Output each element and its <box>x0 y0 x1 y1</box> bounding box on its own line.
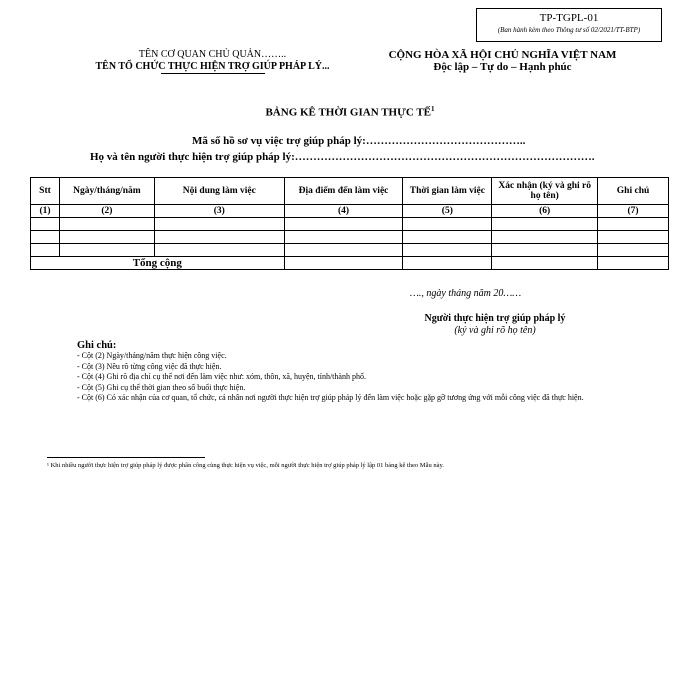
notes-section <box>77 340 677 404</box>
table-cell[interactable] <box>403 231 492 244</box>
date-line: …., ngày tháng năm 20…… <box>410 288 522 299</box>
header-stt: Stt <box>31 178 60 205</box>
note-item: - Cột (5) Ghi cụ thể thời gian theo số buổi thực hiện. <box>77 382 246 392</box>
total-label: Tổng cộng <box>31 257 285 270</box>
table-row <box>31 244 669 257</box>
signer-title: Người thực hiện trợ giúp pháp lý <box>424 313 566 324</box>
form-code-box <box>476 8 662 42</box>
column-number: (2) <box>59 205 154 218</box>
title-text: BẢNG KÊ THỜI GIAN THỰC TẾ <box>265 106 432 119</box>
table-cell[interactable] <box>598 257 669 270</box>
table-cell[interactable] <box>598 231 669 244</box>
case-code-field: Mã số hồ sơ vụ việc trợ giúp pháp lý:…………………………………….. <box>192 135 526 147</box>
table-cell[interactable] <box>598 218 669 231</box>
table-cell[interactable] <box>154 244 284 257</box>
footnote-divider <box>47 457 205 458</box>
time-log-table <box>30 177 669 270</box>
document-title <box>0 105 700 119</box>
title-footnote-mark: 1 <box>431 105 435 113</box>
note-item: - Cột (2) Ngày/tháng/năm thực hiện công việc. <box>77 351 227 360</box>
column-number: (3) <box>154 205 284 218</box>
footnote-text: ¹ Khi nhiều người thực hiện trợ giúp pháp lý được phân công cùng thực hiện vụ việc, mỗi người thực hiện trợ giúp pháp lý lập 01 bảng kê theo Mẫu này. <box>47 462 444 469</box>
table-cell[interactable] <box>492 218 598 231</box>
table-cell[interactable] <box>492 257 598 270</box>
header-right <box>370 49 635 73</box>
organization-name: TÊN TỔ CHỨC THỰC HIỆN TRỢ GIÚP PHÁP LÝ... <box>95 61 330 72</box>
nation-name: CỘNG HÒA XÃ HỘI CHỦ NGHĨA VIỆT NAM <box>388 49 617 61</box>
table-cell[interactable] <box>598 244 669 257</box>
national-motto: Độc lập – Tự do – Hạnh phúc <box>433 61 572 73</box>
signature-block <box>380 313 610 336</box>
table-cell[interactable] <box>31 231 60 244</box>
table-cell[interactable] <box>284 231 403 244</box>
table-cell[interactable] <box>284 218 403 231</box>
table-cell[interactable] <box>31 244 60 257</box>
table-cell[interactable] <box>31 218 60 231</box>
header-notes: Ghi chú <box>598 178 669 205</box>
table-cell[interactable] <box>59 244 154 257</box>
column-number: (1) <box>31 205 60 218</box>
header-content: Nội dung làm việc <box>154 178 284 205</box>
total-row <box>31 257 669 270</box>
column-number-row <box>31 205 669 218</box>
signer-note: (ký và ghi rõ họ tên) <box>454 325 536 336</box>
table-cell[interactable] <box>403 218 492 231</box>
header-duration: Thời gian làm việc <box>403 178 492 205</box>
notes-title: Ghi chú: <box>77 340 117 351</box>
column-number: (7) <box>598 205 669 218</box>
agency-name: TÊN CƠ QUAN CHỦ QUẢN…….. <box>138 49 287 60</box>
header-left <box>60 49 365 74</box>
table-cell[interactable] <box>154 218 284 231</box>
form-code: TP-TGPL-01 <box>539 12 599 24</box>
table-cell[interactable] <box>403 257 492 270</box>
header-location: Địa điểm đến làm việc <box>284 178 403 205</box>
table-cell[interactable] <box>59 218 154 231</box>
table-cell[interactable] <box>284 244 403 257</box>
note-item: - Cột (3) Nêu rõ từng công việc đã thực hiện. <box>77 361 222 371</box>
column-number: (4) <box>284 205 403 218</box>
note-item: - Cột (6) Có xác nhận của cơ quan, tổ chức, cá nhân nơi người thực hiện trợ giúp pháp lý đến làm việc hoặc gặp gỡ tương ứng với mỗi công việc đã thực hiện. <box>77 393 584 402</box>
column-number: (5) <box>403 205 492 218</box>
table-header-row <box>31 178 669 205</box>
performer-name-field: Họ và tên người thực hiện trợ giúp pháp lý:………………………………………………………………………. <box>90 151 595 163</box>
table-cell[interactable] <box>59 231 154 244</box>
form-code-subtitle: (Ban hành kèm theo Thông tư số 02/2021/TT-BTP) <box>497 26 641 34</box>
header-date: Ngày/tháng/năm <box>59 178 154 205</box>
table-cell[interactable] <box>403 244 492 257</box>
header-confirmation: Xác nhận (ký và ghi rõ họ tên) <box>492 178 598 205</box>
table-cell[interactable] <box>154 231 284 244</box>
table-row <box>31 218 669 231</box>
table-cell[interactable] <box>492 231 598 244</box>
table-cell[interactable] <box>492 244 598 257</box>
table-row <box>31 231 669 244</box>
table-cell[interactable] <box>284 257 403 270</box>
note-item: - Cột (4) Ghi rõ địa chỉ cụ thể nơi đến làm việc như: xóm, thôn, xã, huyện, tỉnh/thành phố. <box>77 372 366 381</box>
header-left-underline <box>161 73 265 74</box>
column-number: (6) <box>492 205 598 218</box>
